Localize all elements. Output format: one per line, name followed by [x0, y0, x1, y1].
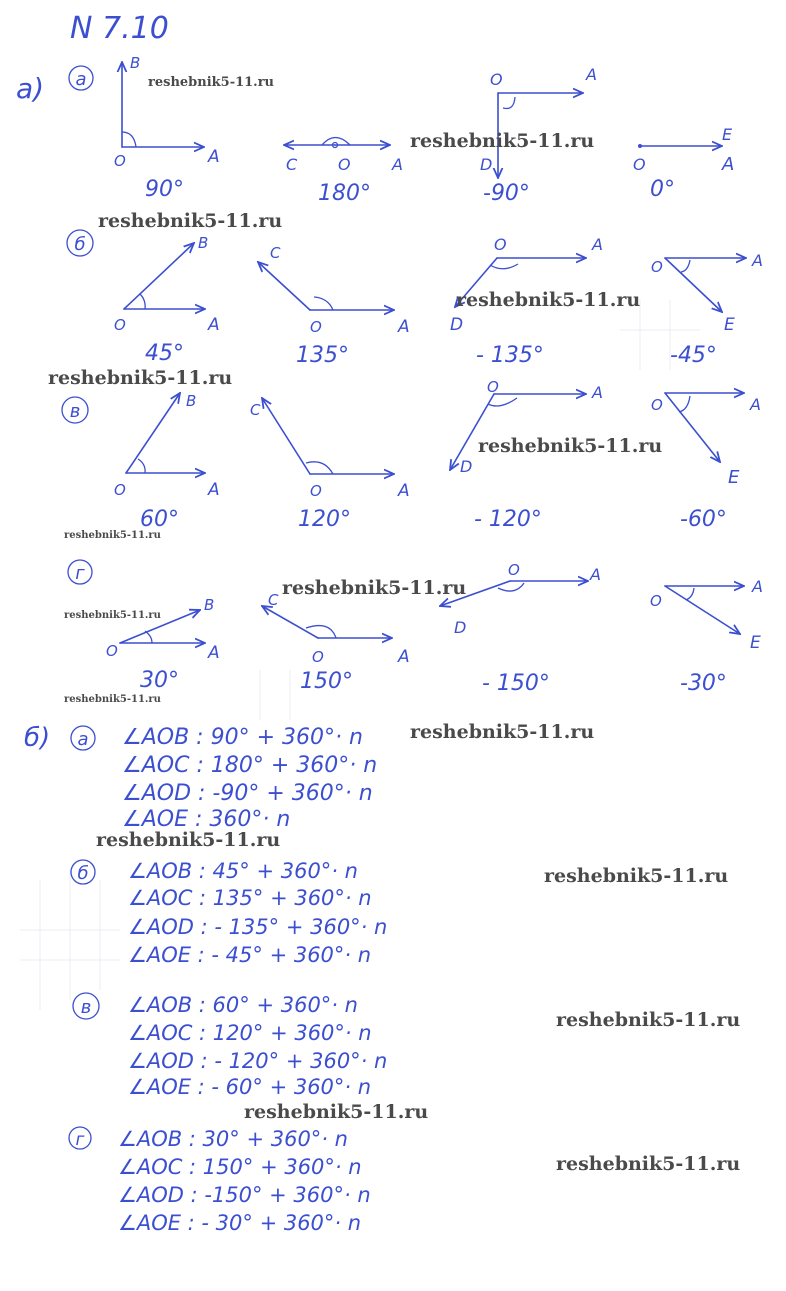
point-label: C — [270, 244, 281, 262]
angle-arc — [679, 396, 690, 412]
watermark: reshebnik5-11.ru — [64, 694, 161, 705]
point-label: A — [592, 235, 603, 254]
formula-line: ∠AOB : 60° + 360°· n — [128, 993, 358, 1017]
point-label: O — [650, 592, 662, 610]
group-marker: а — [77, 729, 89, 750]
watermark: reshebnik5-11.ru — [556, 1153, 741, 1175]
point-label: E — [724, 315, 735, 335]
angle-value: 120° — [298, 507, 351, 532]
angle-arc — [138, 459, 145, 473]
angle-arc — [686, 588, 694, 600]
angle-diagram — [114, 234, 220, 366]
group-marker: г — [75, 1130, 85, 1150]
angle-arc — [503, 97, 515, 109]
angle-value: -30° — [680, 671, 727, 696]
row-marker: в — [69, 401, 81, 422]
point-label: D — [450, 315, 464, 335]
formula-group-a — [71, 725, 377, 832]
angle-arc — [140, 294, 145, 309]
point-label: O — [114, 316, 126, 334]
ray-oe — [665, 586, 740, 634]
ray-oe — [665, 258, 722, 312]
point-label: A — [750, 395, 761, 414]
ray-oe — [665, 393, 720, 462]
angle-value: 30° — [140, 668, 179, 693]
point-label: A — [752, 577, 763, 596]
point-label: O — [651, 258, 663, 276]
angle-arc — [314, 297, 333, 310]
formula-line: ∠AOB : 30° + 360°· n — [118, 1127, 348, 1151]
group-marker: б — [77, 863, 89, 884]
watermark: reshebnik5-11.ru — [544, 865, 729, 887]
point-label: A — [208, 643, 220, 663]
point-label: O — [487, 378, 499, 396]
point-label: O — [651, 396, 663, 414]
angle-value: 45° — [145, 341, 184, 366]
formula-line: ∠AOC : 120° + 360°· n — [128, 1021, 372, 1045]
angle-diagram — [258, 244, 410, 368]
problem-number: N 7.10 — [70, 11, 169, 46]
point-label: O — [310, 482, 322, 500]
formula-line: ∠AOE : - 60° + 360°· n — [128, 1075, 372, 1099]
group-marker: в — [80, 997, 92, 1018]
point-label: E — [728, 467, 740, 488]
point-label: O — [106, 642, 118, 660]
angle-value: - 135° — [476, 343, 544, 368]
formula-line: ∠AOC : 135° + 360°· n — [128, 886, 372, 910]
point-label: A — [208, 147, 220, 167]
point-label: B — [204, 596, 215, 614]
point-label: O — [338, 155, 351, 174]
point-label: O — [633, 155, 646, 174]
point-label: B — [186, 392, 197, 410]
angle-value: 60° — [140, 507, 179, 532]
point-label: O — [114, 152, 126, 170]
point-label: A — [398, 647, 410, 667]
watermark: reshebnik5-11.ru — [244, 1101, 429, 1123]
angle-arc — [122, 132, 136, 147]
watermark: reshebnik5-11.ru — [478, 435, 663, 457]
point-label: E — [722, 125, 733, 144]
watermark: reshebnik5-11.ru — [64, 610, 161, 621]
point-label: A — [592, 383, 603, 402]
formula-line: ∠AOE : - 30° + 360°· n — [118, 1211, 362, 1235]
point-label: O — [494, 235, 507, 254]
angle-diagram — [284, 138, 403, 207]
angle-arc — [488, 398, 517, 406]
point-label: O — [312, 648, 324, 666]
watermark: reshebnik5-11.ru — [98, 210, 283, 232]
formula-group-d — [69, 1127, 371, 1235]
point-label: B — [130, 54, 141, 72]
ray-oc — [262, 606, 318, 638]
point-label: D — [480, 155, 493, 174]
point-label: O — [310, 318, 322, 336]
formula-line: ∠AOB : 45° + 360°· n — [128, 859, 358, 883]
ray-ob — [124, 243, 194, 309]
angle-diagram — [250, 398, 410, 532]
angle-diagram — [633, 125, 734, 202]
point-label: C — [286, 155, 298, 174]
angle-value: - 120° — [474, 507, 542, 532]
point-label: A — [208, 480, 220, 500]
row-marker: г — [75, 563, 85, 584]
point-label: E — [750, 633, 761, 653]
angle-diagram — [650, 577, 763, 696]
formula-line: ∠AOC : 180° + 360°· n — [122, 753, 378, 778]
angle-value: 90° — [145, 177, 184, 202]
angle-value: 180° — [318, 181, 371, 206]
ray-ob — [126, 393, 180, 473]
angle-value: - 150° — [482, 671, 550, 696]
formula-line: ∠AOD : - 120° + 360°· n — [128, 1049, 388, 1073]
formula-line: ∠AOD : -150° + 360°· n — [118, 1183, 371, 1207]
angle-arc — [681, 260, 690, 272]
watermark: reshebnik5-11.ru — [96, 829, 281, 851]
angle-arc — [322, 138, 350, 146]
formula-line: ∠AOD : - 135° + 360°· n — [128, 915, 388, 939]
row-marker: а — [75, 69, 87, 90]
watermark: reshebnik5-11.ru — [456, 289, 641, 311]
formula-line: ∠AOB : 90° + 360°· n — [122, 725, 363, 750]
watermark: reshebnik5-11.ru — [282, 577, 467, 599]
angle-diagram — [114, 392, 220, 532]
angle-value: -45° — [670, 343, 717, 368]
vertex-dot — [638, 144, 642, 148]
part-a-label: a) — [16, 72, 45, 105]
point-label: B — [198, 234, 209, 252]
angle-diagram — [651, 251, 763, 368]
point-label: A — [590, 565, 601, 584]
point-label: A — [722, 154, 735, 175]
point-label: C — [268, 591, 279, 609]
angle-value: -60° — [680, 507, 727, 532]
point-label: O — [114, 481, 126, 499]
angle-arc — [490, 264, 518, 269]
angle-diagram — [262, 591, 410, 694]
point-label: D — [454, 618, 467, 637]
watermark: reshebnik5-11.ru — [410, 130, 595, 152]
point-label: A — [398, 317, 410, 337]
formula-line: ∠AOC : 150° + 360°· n — [118, 1155, 362, 1179]
watermark: reshebnik5-11.ru — [556, 1009, 741, 1031]
watermark: reshebnik5-11.ru — [64, 530, 161, 541]
point-label: C — [250, 401, 261, 419]
point-label: A — [586, 65, 597, 84]
formula-line: ∠AOE : 360°· n — [122, 807, 291, 832]
point-label: A — [752, 251, 763, 270]
angle-value: -90° — [483, 181, 530, 206]
part-b-label: б) — [24, 723, 51, 753]
watermark: reshebnik5-11.ru — [410, 721, 595, 743]
formula-line: ∠AOE : - 45° + 360°· n — [128, 943, 372, 967]
point-label: O — [508, 561, 520, 579]
formula-group-b — [71, 859, 387, 967]
point-label: O — [490, 70, 503, 89]
ray-oc — [258, 262, 310, 310]
point-label: A — [398, 481, 410, 501]
point-label: D — [460, 457, 473, 476]
angle-arc — [306, 626, 336, 638]
angle-arc — [306, 462, 333, 474]
row-marker: б — [74, 234, 86, 255]
point-label: A — [392, 155, 403, 174]
point-label: A — [208, 315, 220, 335]
row-b — [67, 230, 763, 368]
angle-value: 135° — [296, 343, 349, 368]
watermark: reshebnik5-11.ru — [148, 75, 275, 90]
angle-value: 0° — [650, 177, 675, 202]
angle-diagram — [651, 393, 761, 532]
watermark: reshebnik5-11.ru — [48, 367, 233, 389]
ray-oc — [262, 398, 310, 474]
formula-group-c — [73, 993, 387, 1099]
angle-value: 150° — [300, 669, 353, 694]
formula-line: ∠AOD : -90° + 360°· n — [122, 781, 373, 806]
